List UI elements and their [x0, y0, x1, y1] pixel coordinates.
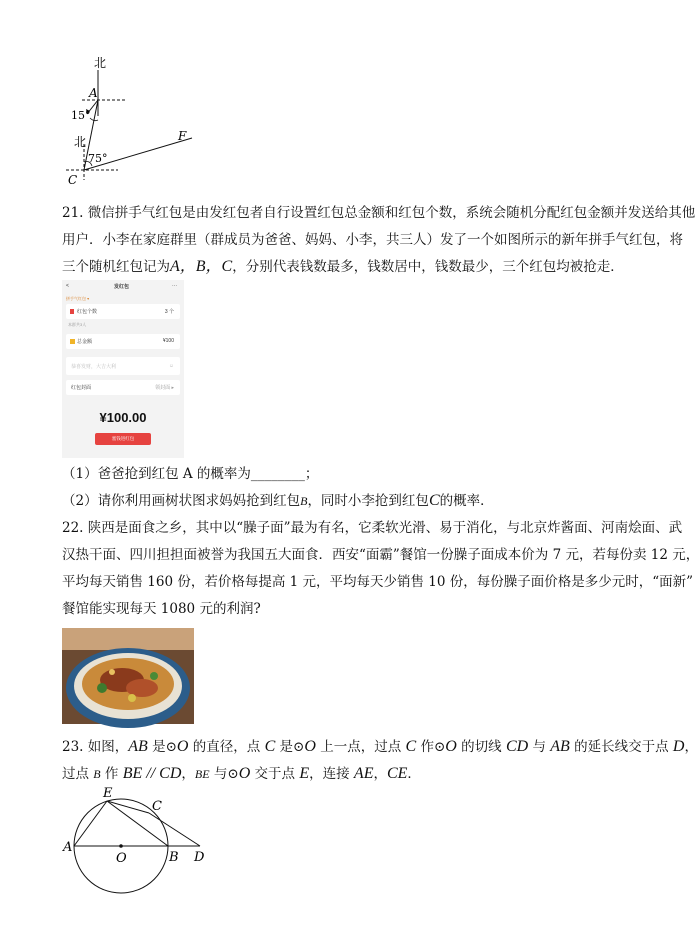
label-d: D [194, 850, 205, 865]
noodle-photo [62, 628, 194, 724]
q23-line1: 23. 如图，AB 是⊙O 的直径，点 C 是⊙O 上一点，过点 C 作⊙O 的切线 CD 与 AB 的延长线交于点 D， [62, 738, 698, 755]
packet-type: 拼手气红包 ▾ [66, 296, 90, 301]
label-15deg: 15° [71, 109, 91, 122]
send-packet-button: 塞钱进红包 [95, 433, 151, 445]
q21-line1: 21. 微信拼手气红包是由发红包者自行设置红包总金额和红包个数，系统会随机分配红包金额并发送给其他 [62, 205, 696, 221]
back-icon: < [66, 283, 69, 289]
phone-header [62, 280, 184, 294]
q21-sub2: （2）请你利用画树状图求妈妈抢到红包B，同时小李抢到红包C的概率． [62, 492, 494, 509]
label-f: F [178, 129, 187, 143]
label-c: C [68, 173, 78, 187]
coin-icon [70, 339, 75, 344]
label-north-mid: 北 [74, 135, 87, 149]
q21-sub1: （1）爸爸抢到红包 A 的概率为________； [62, 466, 319, 482]
q23-line2: 过点 B 作 BE // CD，BE 与⊙O 交于点 E，连接 AE，CE． [62, 765, 421, 782]
segment-ec [107, 801, 149, 813]
center-dot [119, 844, 123, 848]
circle-figure [60, 784, 220, 894]
emoji-icon: ☺ [168, 363, 174, 369]
label-75deg: 75° [88, 152, 108, 165]
count-card: 红包个数 3 个 [66, 304, 180, 319]
segment-cd [149, 813, 200, 846]
q22-line3: 平均每天销售 160 份，若价格每提高 1 元，平均每天少销售 10 份，每份臊子面价格是多少元时，“面新” [62, 574, 694, 590]
label-e: E [103, 786, 113, 801]
packet-icon [70, 309, 74, 314]
phone-title: 发红包 [114, 284, 130, 290]
label-b: B [169, 850, 179, 865]
red-packet-screenshot [62, 280, 184, 458]
q21-line3: 三个随机红包记为A，B，C，分别代表钱数最多，钱数居中，钱数最少，三个红包均被抢走． [62, 258, 624, 275]
q22-line1: 22. 陕西是面食之乡，其中以“臊子面”最为有名，它柔软光滑、易于消化，与北京炸酱面、河南烩面、武 [62, 520, 683, 536]
amount-display: ¥100.00 [99, 410, 147, 425]
label-a2: A [63, 840, 73, 855]
label-o: O [116, 851, 127, 866]
segment-ae [74, 801, 107, 846]
q22-line2: 汉热干面、四川担担面被誉为我国五大面食．西安“面霸”餐馆一份臊子面成本价为 7 元，若每份卖 12 元， [62, 547, 699, 563]
total-card: 总金额 ¥100 [66, 334, 180, 349]
cover-card: 红包封面 领封面 ▸ [66, 380, 180, 395]
q21-line2: 用户．小李在家庭群里（群成员为爸爸、妈妈、小李，共三人）发了一个如图所示的新年拼手气红包，将 [62, 232, 683, 248]
q22-line4: 餐馆能实现每天 1080 元的利润? [62, 601, 261, 617]
label-a: A [89, 86, 98, 100]
label-north-top: 北 [94, 56, 107, 70]
group-note: 本群共3人 [68, 322, 87, 327]
label-c2: C [152, 799, 162, 814]
more-icon: ··· [172, 283, 177, 289]
bearing-figure [60, 52, 210, 192]
greeting-card: 恭喜发财，大吉大利 ☺ [66, 357, 180, 375]
